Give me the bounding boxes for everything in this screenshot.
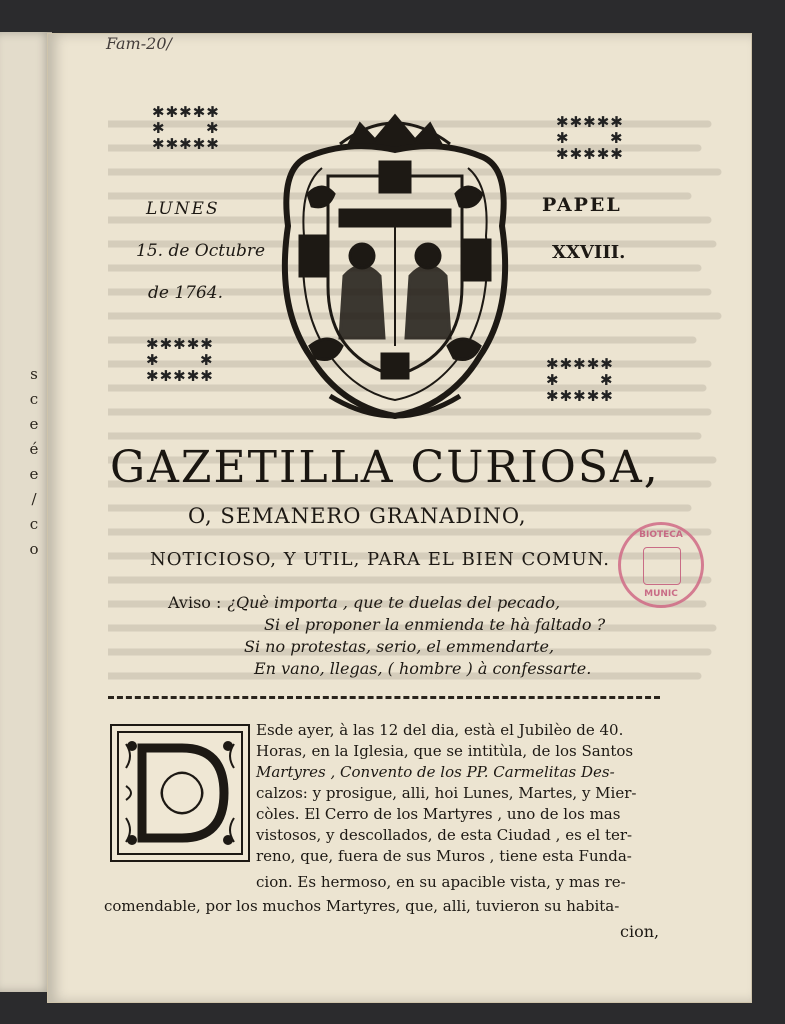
issue-date-block xyxy=(136,188,265,314)
drop-cap-initial-d xyxy=(110,724,250,862)
aviso-line: Si no protestas, serio, el emmendarte, xyxy=(244,637,555,656)
library-stamp xyxy=(618,522,704,608)
star-ornament-top-left: ✱✱✱✱✱ ✱ ✱ ✱✱✱✱✱ xyxy=(152,103,220,153)
star-ornament-top-right: ✱✱✱✱✱ ✱ ✱ ✱✱✱✱✱ xyxy=(556,113,624,163)
newspaper-page xyxy=(48,34,751,1002)
star-ornament-mid-left: ✱✱✱✱✱ ✱ ✱ ✱✱✱✱✱ xyxy=(146,335,214,385)
facing-page-edge xyxy=(0,32,52,992)
aviso-line: Si el proponer la enmienda te hà faltado ? xyxy=(264,615,606,634)
aviso-label: Aviso : xyxy=(168,593,222,612)
stamp-text-top: BIOTECA xyxy=(639,530,683,540)
subtitle-line-1: O, SEMANERO GRANADINO, xyxy=(188,504,527,528)
paper-number: XXVIII. xyxy=(552,242,626,263)
aviso-line: Aviso : ¿Què importa , que te duelas del pecado, xyxy=(168,593,561,612)
article-line: Martyres , Convento de los PP. Carmelitas Des- xyxy=(256,763,615,781)
section-divider xyxy=(108,696,660,699)
stamp-text-bottom: MUNIC xyxy=(644,589,678,599)
paper-label: PAPEL xyxy=(542,194,622,216)
article-line: comendable, por los muchos Martyres, que, alli, tuvieron su habita- xyxy=(104,897,620,915)
subtitle-line-2: NOTICIOSO, Y UTIL, PARA EL BIEN COMUN. xyxy=(150,549,610,570)
issue-date: 15. de Octubre xyxy=(136,241,266,261)
article-line: reno, que, fuera de sus Muros , tiene esta Funda- xyxy=(256,847,632,865)
article-line: Esde ayer, à las 12 del dia, està el Jubilèo de 40. xyxy=(256,721,624,739)
facing-page-letters: s c e é e / c o xyxy=(29,365,39,558)
aviso-verse xyxy=(168,592,605,680)
article-line: calzos: y prosigue, alli, hoi Lunes, Martes, y Mier- xyxy=(256,784,637,802)
newspaper-title: GAZETILLA CURIOSA, xyxy=(110,442,660,493)
article-line: vistosos, y descollados, de esta Ciudad , es el ter- xyxy=(256,826,633,844)
handwritten-note: Fam-20/ xyxy=(106,34,172,53)
issue-number-block xyxy=(542,194,625,263)
article-line: cion. Es hermoso, en su apacible vista, y mas re- xyxy=(256,873,626,891)
catchword: cion, xyxy=(620,922,660,941)
article-line: Horas, en la Iglesia, que se intitùla, de los Santos xyxy=(256,742,634,760)
stamp-emblem xyxy=(643,547,681,585)
issue-year: de 1764. xyxy=(148,283,224,303)
aviso-line: En vano, llegas, ( hombre ) à confessarte. xyxy=(254,659,592,678)
article-line: còles. El Cerro de los Martyres , uno de los mas xyxy=(256,805,621,823)
weekday: LUNES xyxy=(146,199,220,219)
coat-of-arms-emblem xyxy=(270,106,520,424)
floral-drop-cap-icon xyxy=(112,726,248,860)
star-ornament-mid-right: ✱✱✱✱✱ ✱ ✱ ✱✱✱✱✱ xyxy=(546,355,614,405)
